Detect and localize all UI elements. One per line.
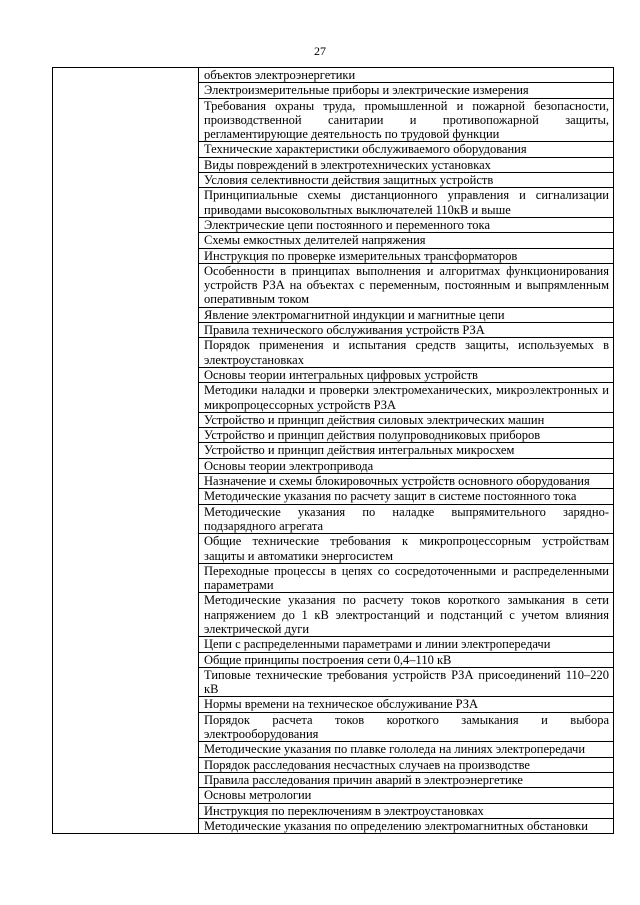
knowledge-item: Схемы емкостных делителей напряжения bbox=[199, 233, 614, 248]
row-label-cell bbox=[53, 68, 199, 834]
knowledge-item: Порядок расследования несчастных случаев на производстве bbox=[199, 757, 614, 772]
knowledge-item: Методические указания по плавке гололеда на линиях электропередачи bbox=[199, 742, 614, 757]
knowledge-item: Электрические цепи постоянного и переменного тока bbox=[199, 217, 614, 232]
page-number: 27 bbox=[314, 44, 326, 58]
knowledge-item: Общие технические требования к микропроцессорным устройствам защиты и автоматики энергосистем bbox=[199, 534, 614, 564]
knowledge-item: Методические указания по определению электромагнитных обстановки bbox=[199, 818, 614, 833]
knowledge-item: Виды повреждений в электротехнических установках bbox=[199, 157, 614, 172]
knowledge-item: Цепи с распределенными параметрами и линии электропередачи bbox=[199, 637, 614, 652]
knowledge-item: Устройство и принцип действия интегральных микросхем bbox=[199, 443, 614, 458]
knowledge-item: Методические указания по расчету токов короткого замыкания в сети напряжением до 1 кВ электростанций и подстанций с учетом влияния электрической дуги bbox=[199, 593, 614, 637]
knowledge-item: Устройство и принцип действия силовых электрических машин bbox=[199, 412, 614, 427]
knowledge-item: Устройство и принцип действия полупроводниковых приборов bbox=[199, 428, 614, 443]
requirements-table bbox=[52, 67, 614, 834]
knowledge-item: Назначение и схемы блокировочных устройств основного оборудования bbox=[199, 474, 614, 489]
knowledge-item: Общие принципы построения сети 0,4–110 кВ bbox=[199, 652, 614, 667]
knowledge-item: Типовые технические требования устройств РЗА присоединений 110–220 кВ bbox=[199, 667, 614, 697]
knowledge-item: Особенности в принципах выполнения и алгоритмах функционирования устройств РЗА на объектах с переменным, постоянным и выпрямленным оперативным током bbox=[199, 263, 614, 307]
knowledge-item: Переходные процессы в цепях со сосредоточенными и распределенными параметрами bbox=[199, 563, 614, 593]
knowledge-item: Основы теории электропривода bbox=[199, 458, 614, 473]
knowledge-item: Инструкция по переключениям в электроустановках bbox=[199, 803, 614, 818]
knowledge-item: Порядок расчета токов короткого замыкания и выбора электрооборудования bbox=[199, 712, 614, 742]
knowledge-item: объектов электроэнергетики bbox=[199, 68, 614, 83]
knowledge-item: Принципиальные схемы дистанционного управления и сигнализации приводами высоковольтных выключателей 110кВ и выше bbox=[199, 188, 614, 218]
knowledge-item: Нормы времени на техническое обслуживание РЗА bbox=[199, 697, 614, 712]
knowledge-item: Порядок применения и испытания средств защиты, используемых в электроустановках bbox=[199, 338, 614, 368]
knowledge-item: Электроизмерительные приборы и электрические измерения bbox=[199, 83, 614, 98]
knowledge-item: Методические указания по наладке выпрямительного зарядно-подзарядного агрегата bbox=[199, 504, 614, 534]
knowledge-item: Правила технического обслуживания устройств РЗА bbox=[199, 323, 614, 338]
table-row bbox=[53, 68, 614, 83]
table-body bbox=[53, 68, 614, 834]
knowledge-item: Требования охраны труда, промышленной и пожарной безопасности, производственной санитарии и противопожарной защиты, регламентирующие деятельность по трудовой функции bbox=[199, 98, 614, 142]
knowledge-item: Технические характеристики обслуживаемого оборудования bbox=[199, 142, 614, 157]
knowledge-item: Основы метрологии bbox=[199, 788, 614, 803]
knowledge-item: Явление электромагнитной индукции и магнитные цепи bbox=[199, 307, 614, 322]
knowledge-item: Основы теории интегральных цифровых устройств bbox=[199, 367, 614, 382]
knowledge-item: Инструкция по проверке измерительных трансформаторов bbox=[199, 248, 614, 263]
knowledge-item: Методики наладки и проверки электромеханических, микроэлектронных и микропроцессорных устройств РЗА bbox=[199, 383, 614, 413]
knowledge-item: Методические указания по расчету защит в системе постоянного тока bbox=[199, 489, 614, 504]
knowledge-item: Правила расследования причин аварий в электроэнергетике bbox=[199, 772, 614, 787]
knowledge-item: Условия селективности действия защитных устройств bbox=[199, 173, 614, 188]
